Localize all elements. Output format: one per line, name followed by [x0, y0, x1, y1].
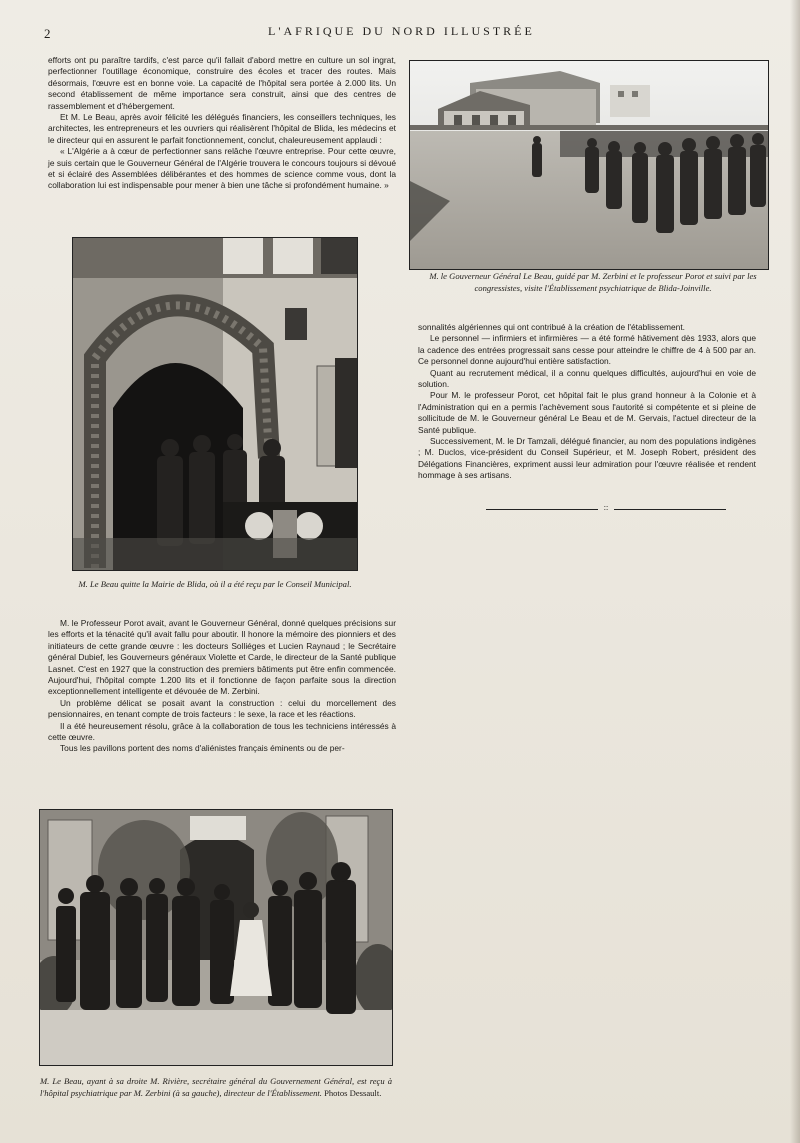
page-edge-shadow [790, 0, 800, 1143]
page-number: 2 [44, 26, 51, 41]
paragraph: « L'Algérie a à cœur de perfectionner sans relâche l'œuvre entreprise. Pour cette œuvre, je suis certain que le Gouverneur Général de l'Algérie trouvera le concours toujours si dévoué et si éclairé des Assemblées délibérantes et des hommes de science comme vous, dont la collaboration lui est indispensable pour mener à bien une tâche si profondément humaine. » [48, 146, 396, 191]
article-text-left-top [48, 55, 396, 192]
separator-mark: :: [603, 503, 609, 512]
paragraph: Il a été heureusement résolu, grâce à la collaboration de tous les techniciens intéressés à cette œuvre. [48, 720, 396, 743]
paragraph: Quant au recrutement médical, il a connu quelques difficultés, aujourd'hui en voie de solution. [418, 367, 756, 390]
caption-group-text: M. Le Beau, ayant à sa droite M. Rivière, secrétaire général du Gouvernement Général, est reçu à l'hôpital psychiatrique par M. Zerbini (à sa gauche), directeur de l'Établissement. [40, 1076, 392, 1098]
paragraph: Tous les pavillons portent des noms d'aliénistes français éminents ou de per- [60, 743, 345, 754]
caption-procession: M. le Gouverneur Général Le Beau, guidé par M. Zerbini et le professeur Porot et suivi par les congressistes, visite l'Établissement psychiatrique de Blida-Joinville. [429, 271, 757, 293]
paragraph: efforts ont pu paraître tardifs, c'est parce qu'il fallait d'abord mettre en culture un sol ingrat, perfectionner l'outillage économique, construire des écoles et tracer des routes. Mais désormais, l'œuvre est en bonne voie. La capacité de l'hôpital sera portée à 2.000 lits. Un second établissement de même importance sera construit, ainsi que des centres de rassemblement et d'hébergement. [48, 55, 396, 111]
photo-credit: Photos Dessault. [324, 1088, 382, 1098]
paragraph: M. le Professeur Porot avait, avant le Gouverneur Général, donné quelques précisions sur les efforts et la ténacité qu'il avait fallu pour aboutir. Il honore la mémoire des pionniers et des initiateurs de cette grande œuvre : les docteurs Solliéges et Lucien Raynaud ; le Secrétaire général Dubief, les Gouverneurs généraux Violette et Carde, le directeur de la Santé publique Lasnet. C'est en 1927 que la construction des premiers bâtiments put être enfin commencée. Aujourd'hui, l'hôpital compte 1.200 lits et il fonctionne de façon parfaite sous la direction exceptionnellement intelligente et dévouée de M. Zerbini. [48, 618, 396, 697]
paragraph: Le personnel — infirmiers et infirmières — a été formé hâtivement dès 1933, alors que la cadence des entrées progressait sans cesse pour atteindre le chiffre de 4 à 500 par an. Ce personnel donne aujourd'hui entière satisfaction. [418, 333, 756, 367]
paragraph: Pour M. le professeur Porot, cet hôpital fait le plus grand honneur à la Colonie et à l'Administration qui en a permis l'achèvement sous l'autorité si compétente et si pleine de sollicitude de M. le Gouverneur général Le Beau et de M. Gervais, l'actuel directeur de la Santé publique. [418, 390, 756, 435]
caption-group [40, 1075, 392, 1099]
procession-image [410, 61, 768, 269]
article-text-left-mid [48, 618, 396, 755]
article-text-right [418, 322, 756, 482]
photo-procession [409, 60, 769, 270]
group-image [40, 810, 392, 1065]
paragraph: sonnalités algériennes qui ont contribué à la création de l'établissement. [418, 322, 685, 332]
caption-mairie: M. Le Beau quitte la Mairie de Blida, où il a été reçu par le Conseil Municipal. [78, 579, 352, 589]
section-separator [486, 503, 726, 514]
paragraph: Un problème délicat se posait avant la construction : celui du morcellement des pensionnaires, en tenant compte de trois facteurs : le sexe, la race et les réactions. [48, 697, 396, 720]
paragraph: Successivement, M. le Dr Tamzali, délégué financier, au nom des populations indigènes ; M. Duclos, vice-président du Conseil Supérieur, et M. Joseph Robert, président des Délégations Financières, expriment aussi leur admiration pour l'œuvre réalisée et rendent hommage à ses artisans. [418, 436, 756, 481]
paragraph: Et M. Le Beau, après avoir félicité les délégués financiers, les conseillers techniques, les architectes, les entrepreneurs et les ouvriers qui réalisèrent l'hôpital de Blida, les médecins et le directeur qui en assurent le parfait fonctionnement, conclut, chaleureusement applaudi : [48, 112, 396, 145]
photo-mairie [72, 237, 358, 571]
photo-group-hospital [39, 809, 393, 1066]
mairie-image [73, 238, 357, 570]
running-head-title: L'AFRIQUE DU NORD ILLUSTRÉE [268, 24, 535, 38]
